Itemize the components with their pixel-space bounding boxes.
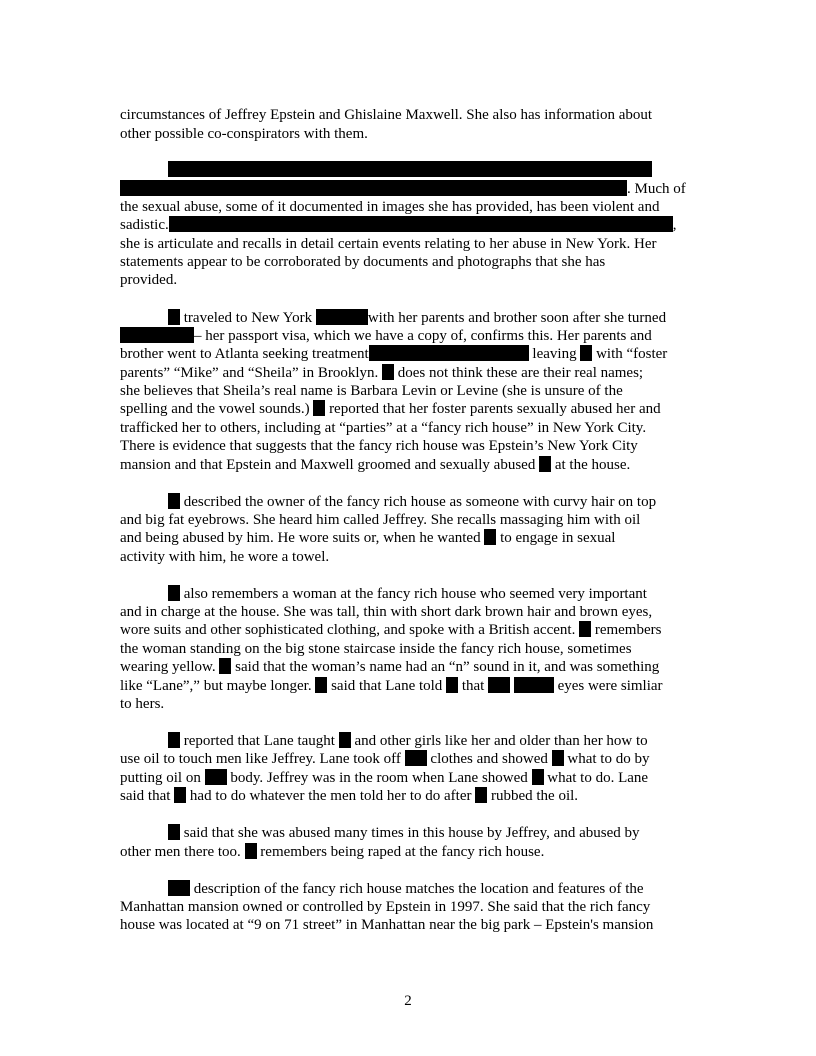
redaction-block (539, 456, 551, 472)
text-span: other men there too. (120, 844, 245, 860)
redaction-block (168, 824, 180, 840)
text-line: and in charge at the house. She was tall, thin with short dark brown hair and brown eyes, (120, 604, 653, 620)
text-line (120, 621, 661, 639)
text-span: reported that Lane taught (180, 733, 339, 749)
text-line (120, 585, 647, 603)
text-line (120, 880, 644, 898)
redaction-block (169, 216, 673, 232)
text-span: body. Jeffrey was in the room when Lane showed (226, 770, 532, 786)
redaction-block (205, 769, 227, 785)
text-line: and big fat eyebrows. She heard him called Jeffrey. She recalls massaging him with oil (120, 512, 641, 528)
redaction-block (315, 677, 327, 693)
redaction-block (484, 529, 496, 545)
text-span: mansion and that Epstein and Maxwell groomed and sexually abused (120, 457, 540, 473)
redaction-block (120, 180, 627, 196)
text-line (120, 529, 615, 547)
redaction-block (405, 750, 427, 766)
text-span: said that the woman’s name had an “n” sound in it, and was something (231, 659, 660, 675)
text-line (120, 787, 578, 805)
text-line (120, 493, 656, 511)
text-line: activity with him, he wore a towel. (120, 549, 330, 565)
text-line (120, 180, 686, 198)
redaction-block (580, 345, 592, 361)
text-span: with her parents and brother soon after she turned (367, 310, 667, 326)
redaction-block (514, 677, 554, 693)
text-span: wearing yellow. (120, 659, 220, 675)
text-line (120, 677, 663, 695)
text-span: brother went to Atlanta seeking treatment (120, 346, 369, 362)
text-span: putting oil on (120, 770, 205, 786)
redaction-block (168, 732, 180, 748)
redaction-block (168, 309, 180, 325)
redaction-block (168, 585, 180, 601)
text-span: traveled to New York (180, 310, 316, 326)
redaction-block (552, 750, 564, 766)
text-line (120, 658, 659, 676)
redaction-block (245, 843, 257, 859)
redaction-block (382, 364, 394, 380)
text-line (120, 750, 649, 768)
text-span: and being abused by him. He wore suits or, when he wanted (120, 530, 485, 546)
text-span: , (672, 217, 677, 233)
page-number: 2 (404, 993, 412, 1009)
text-line (120, 345, 667, 363)
text-line (120, 327, 652, 345)
redaction-block (168, 161, 652, 177)
text-span: said that she was abused many times in this house by Jeffrey, and abused by (180, 825, 640, 841)
text-span: remembers (591, 622, 662, 638)
text-span: like “Lane”,” but maybe longer. (120, 678, 316, 694)
redaction-block (174, 787, 186, 803)
redaction-block (475, 787, 487, 803)
redaction-block (316, 309, 368, 325)
text-span: what to do. Lane (543, 770, 649, 786)
text-line: house was located at “9 on 71 street” in Manhattan near the big park – Epstein's mansion (120, 917, 654, 933)
redaction-block (488, 677, 510, 693)
text-line: Manhattan mansion owned or controlled by Epstein in 1997. She said that the rich fancy (120, 899, 651, 915)
text-span: use oil to touch men like Jeffrey. Lane took off (120, 751, 405, 767)
text-span: at the house. (551, 457, 631, 473)
text-span: described the owner of the fancy rich house as someone with curvy hair on top (180, 494, 657, 510)
redaction-block (168, 493, 180, 509)
text-span: parents” “Mike” and “Sheila” in Brooklyn. (120, 365, 383, 381)
text-span: – her passport visa, which we have a copy of, confirms this. Her parents and (194, 328, 652, 344)
text-span: leaving (528, 346, 581, 362)
text-line (120, 824, 640, 842)
text-line (120, 843, 544, 861)
text-span: description of the fancy rich house matches the location and features of the (190, 881, 644, 897)
text-span: had to do whatever the men told her to do after (186, 788, 476, 804)
text-span: and other girls like her and older than her how to (350, 733, 648, 749)
text-line: she is articulate and recalls in detail certain events relating to her abuse in New York. Her (120, 236, 657, 252)
redaction-block (313, 400, 325, 416)
text-line: other possible co-conspirators with them. (120, 126, 368, 142)
text-line: statements appear to be corroborated by documents and photographs that she has (120, 254, 606, 270)
text-line (120, 309, 666, 327)
text-line: to hers. (120, 696, 165, 712)
text-line (120, 216, 677, 234)
text-span: sadistic. (120, 217, 169, 233)
text-span: does not think these are their real names; (394, 365, 644, 381)
redaction-block (579, 621, 591, 637)
redaction-block (446, 677, 458, 693)
text-line: trafficked her to others, including at “parties” at a “fancy rich house” in New York City. (120, 420, 647, 436)
text-line (120, 732, 648, 750)
text-span: that (458, 678, 489, 694)
text-line: the woman standing on the big stone staircase inside the fancy rich house, sometimes (120, 641, 632, 657)
redaction-block (339, 732, 351, 748)
text-span: also remembers a woman at the fancy rich house who seemed very important (180, 586, 647, 602)
text-span: wore suits and other sophisticated clothing, and spoke with a British accent. (120, 622, 580, 638)
redaction-block (168, 880, 190, 896)
text-span: eyes were simliar (553, 678, 663, 694)
text-span: said that (120, 788, 175, 804)
text-line: the sexual abuse, some of it documented in images she has provided, has been violent and (120, 199, 660, 215)
text-span: to engage in sexual (496, 530, 616, 546)
text-line (120, 400, 661, 418)
redaction-block (532, 769, 544, 785)
text-line (120, 161, 652, 179)
redaction-block (120, 327, 194, 343)
text-line: There is evidence that suggests that the fancy rich house was Epstein’s New York City (120, 438, 638, 454)
text-span: rubbed the oil. (487, 788, 579, 804)
redaction-block (369, 345, 529, 361)
redaction-block (219, 658, 231, 674)
text-span: reported that her foster parents sexually abused her and (325, 401, 661, 417)
text-line: provided. (120, 272, 178, 288)
text-line (120, 456, 630, 474)
text-span: what to do by (563, 751, 650, 767)
text-span: clothes and showed (426, 751, 552, 767)
text-span: remembers being raped at the fancy rich house. (256, 844, 545, 860)
text-line (120, 364, 643, 382)
text-span: with “foster (592, 346, 668, 362)
text-line: she believes that Sheila’s real name is Barbara Levin or Levine (she is unsure of the (120, 383, 623, 399)
text-span: . Much of (627, 181, 686, 197)
text-line (120, 769, 648, 787)
text-span: spelling and the vowel sounds.) (120, 401, 314, 417)
text-line: circumstances of Jeffrey Epstein and Ghislaine Maxwell. She also has information about (120, 107, 653, 123)
text-span: said that Lane told (327, 678, 447, 694)
